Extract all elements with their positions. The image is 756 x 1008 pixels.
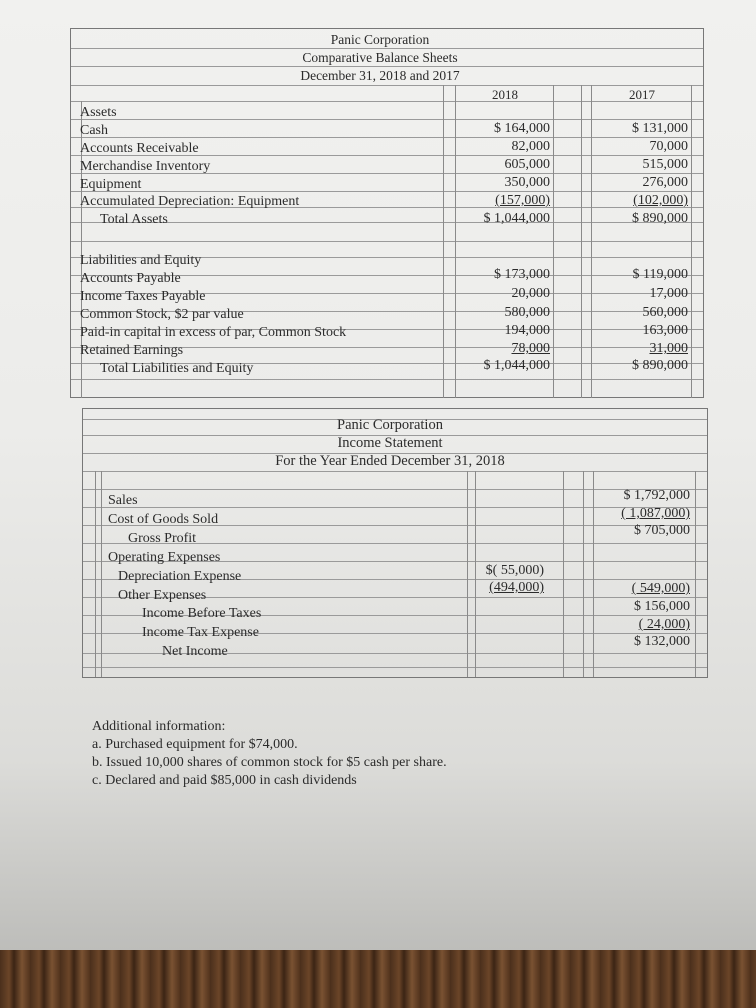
is-right-value: ( 24,000) bbox=[638, 617, 690, 632]
total-liabilities-label: Total Liabilities and Equity bbox=[100, 361, 254, 376]
liability-2017: 17,000 bbox=[649, 286, 688, 301]
bs-title: Comparative Balance Sheets bbox=[302, 50, 458, 65]
assets-header: Assets bbox=[80, 105, 117, 120]
is-row-label: Income Before Taxes bbox=[142, 606, 262, 621]
asset-2018: 82,000 bbox=[511, 139, 550, 154]
liability-2018: $ 173,000 bbox=[494, 267, 550, 282]
asset-2018: $ 164,000 bbox=[494, 121, 550, 136]
total-assets-2018: $ 1,044,000 bbox=[483, 211, 550, 226]
liability-2018: 20,000 bbox=[511, 286, 550, 301]
asset-2018: 350,000 bbox=[504, 175, 550, 190]
is-mid-value: $( 55,000) bbox=[485, 563, 544, 578]
bs-company: Panic Corporation bbox=[330, 32, 430, 47]
asset-2018: 605,000 bbox=[504, 157, 550, 172]
bs-date: December 31, 2018 and 2017 bbox=[300, 68, 460, 83]
is-title: Income Statement bbox=[337, 435, 443, 451]
is-row-label: Cost of Goods Sold bbox=[108, 512, 219, 527]
asset-label: Cash bbox=[80, 123, 108, 138]
is-right-value: $ 705,000 bbox=[634, 523, 690, 538]
is-period: For the Year Ended December 31, 2018 bbox=[275, 453, 505, 469]
is-mid-value: (494,000) bbox=[489, 580, 544, 595]
additional-item: c. Declared and paid $85,000 in cash dividends bbox=[92, 773, 357, 788]
asset-label: Accumulated Depreciation: Equipment bbox=[80, 194, 300, 209]
asset-label: Equipment bbox=[80, 177, 142, 192]
total-assets-2017: $ 890,000 bbox=[632, 211, 688, 226]
liability-label: Common Stock, $2 par value bbox=[80, 307, 244, 322]
is-row-label: Sales bbox=[108, 493, 138, 508]
liability-label: Accounts Payable bbox=[80, 271, 181, 286]
is-row-label: Net Income bbox=[162, 644, 228, 659]
is-right-value: ( 549,000) bbox=[631, 581, 690, 596]
is-right-value: $ 132,000 bbox=[634, 634, 690, 649]
liability-2018: 78,000 bbox=[511, 341, 550, 356]
asset-label: Merchandise Inventory bbox=[80, 159, 211, 174]
liability-label: Income Taxes Payable bbox=[80, 289, 206, 304]
is-row-label: Operating Expenses bbox=[108, 550, 221, 565]
wood-surface bbox=[0, 950, 756, 1008]
bs-col-2017: 2017 bbox=[629, 87, 655, 102]
additional-item: b. Issued 10,000 shares of common stock for $5 cash per share. bbox=[92, 755, 447, 770]
liability-2017: 163,000 bbox=[642, 323, 688, 338]
is-row-label: Other Expenses bbox=[118, 588, 207, 603]
total-liabilities-2017: $ 890,000 bbox=[632, 358, 688, 373]
additional-title: Additional information: bbox=[92, 719, 226, 734]
asset-label: Accounts Receivable bbox=[80, 141, 199, 156]
bs-col-2018: 2018 bbox=[492, 87, 518, 102]
liability-label: Paid-in capital in excess of par, Common Stock bbox=[80, 325, 347, 340]
liability-2017: 31,000 bbox=[649, 341, 688, 356]
is-right-value: ( 1,087,000) bbox=[621, 506, 690, 521]
is-row-label: Gross Profit bbox=[128, 531, 197, 546]
asset-2017: 515,000 bbox=[642, 157, 688, 172]
asset-2017: 276,000 bbox=[642, 175, 688, 190]
liability-2018: 194,000 bbox=[504, 323, 550, 338]
is-row-label: Income Tax Expense bbox=[142, 625, 259, 640]
is-row-label: Depreciation Expense bbox=[118, 569, 242, 584]
liability-2017: $ 119,000 bbox=[632, 267, 688, 282]
asset-2018: (157,000) bbox=[495, 193, 550, 208]
asset-2017: (102,000) bbox=[633, 193, 688, 208]
is-company: Panic Corporation bbox=[337, 417, 443, 433]
liabilities-header: Liabilities and Equity bbox=[80, 253, 202, 268]
asset-2017: 70,000 bbox=[649, 139, 688, 154]
asset-2017: $ 131,000 bbox=[632, 121, 688, 136]
is-right-value: $ 1,792,000 bbox=[623, 488, 690, 503]
total-liabilities-2018: $ 1,044,000 bbox=[483, 358, 550, 373]
total-assets-label: Total Assets bbox=[100, 212, 168, 227]
additional-item: a. Purchased equipment for $74,000. bbox=[92, 737, 298, 752]
liability-label: Retained Earnings bbox=[80, 343, 184, 358]
liability-2017: 560,000 bbox=[642, 305, 688, 320]
is-right-value: $ 156,000 bbox=[634, 599, 690, 614]
liability-2018: 580,000 bbox=[504, 305, 550, 320]
